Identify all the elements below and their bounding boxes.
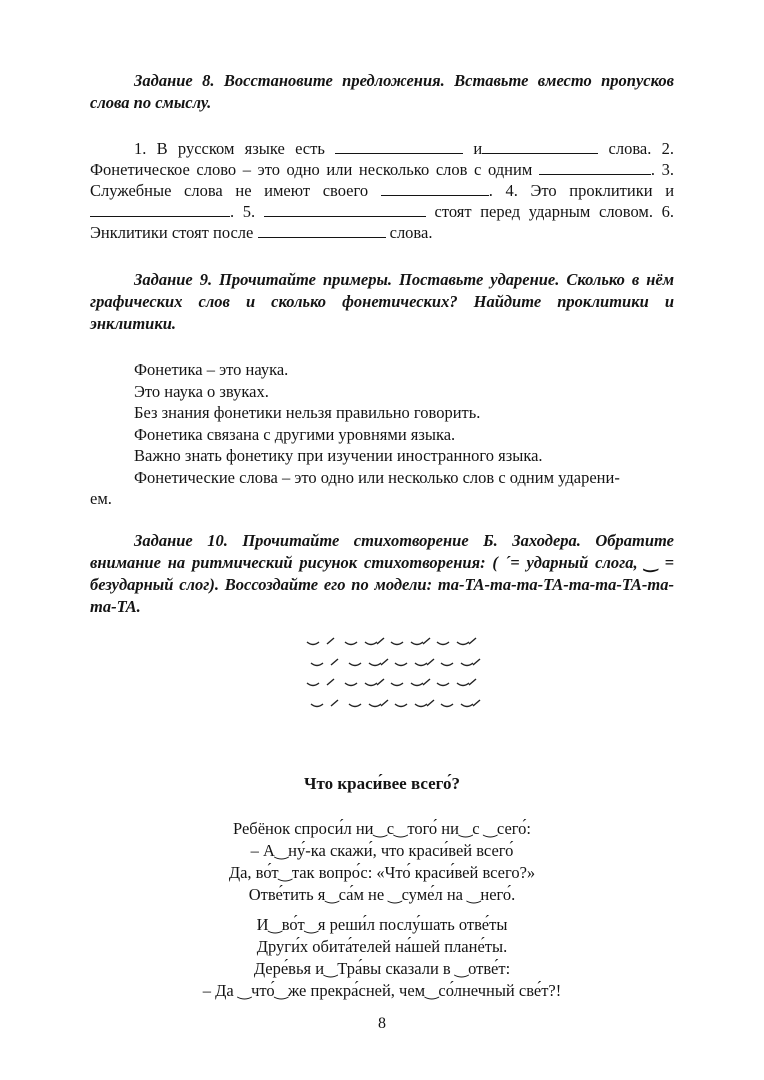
task8-text: 4. Это проклитики и	[505, 181, 675, 200]
unstressed-stressed-syllable-icon	[409, 676, 435, 690]
poem-line: – Да ‿что́‿же прекра́сней, чем‿со́лнечный све́т?!	[202, 981, 562, 1000]
blank-3[interactable]	[539, 160, 651, 175]
poem-line: Дере́вья и‿Тра́вы сказали в ‿отве́т:	[253, 959, 511, 978]
blank-1[interactable]	[335, 139, 463, 154]
task8-text: слова.	[389, 223, 433, 242]
rhythm-row	[305, 694, 535, 715]
unstressed-stressed-syllable-icon	[363, 676, 389, 690]
task8-text: . 3. Служебные слова не имеют своего	[90, 160, 675, 200]
unstressed-syllable-icon	[389, 635, 409, 649]
poem-line: Да, во́т‿так вопро́с: «Что́ краси́вей всего?»	[228, 863, 536, 882]
unstressed-stressed-syllable-icon	[367, 656, 393, 670]
stressed-syllable-icon	[329, 697, 347, 711]
unstressed-syllable-icon	[435, 635, 455, 649]
rhythm-row	[305, 632, 535, 653]
poem-title: Что краси́вее всего́?	[304, 774, 460, 793]
poem-line: Отве́тить я‿са́м не ‿суме́л на ‿него́.	[248, 885, 516, 904]
poem-line: Други́х обита́телей на́шей плане́ты.	[256, 937, 508, 956]
unstressed-syllable-icon	[309, 656, 329, 670]
task8-text: . 5.	[230, 202, 256, 221]
unstressed-stressed-syllable-icon	[455, 676, 481, 690]
unstressed-syllable-icon	[393, 656, 413, 670]
unstressed-stressed-syllable-icon	[367, 697, 393, 711]
example-line: Фонетические слова – это одно или несколько слов с одним ударени-	[134, 467, 620, 487]
task8-text: слова.	[608, 139, 652, 158]
blank-2[interactable]	[482, 139, 598, 154]
example-line: Важно знать фонетику при изучении иностранного языка.	[134, 446, 543, 465]
unstressed-stressed-syllable-icon	[413, 697, 439, 711]
unstressed-syllable-icon	[305, 676, 325, 690]
unstressed-stressed-syllable-icon	[459, 697, 485, 711]
unstressed-syllable-icon	[343, 676, 363, 690]
unstressed-stressed-syllable-icon	[413, 656, 439, 670]
page-content	[90, 70, 674, 618]
page-number: 8	[378, 1015, 386, 1032]
task8-body	[90, 138, 674, 243]
poem-line: И‿во́т‿я реши́л послу́шать отве́ты	[256, 915, 508, 934]
rhythm-row	[305, 673, 535, 694]
task8-text: 1. В русском языке есть	[134, 139, 325, 158]
task8-text: и	[473, 139, 483, 158]
blank-6[interactable]	[264, 202, 426, 217]
example-line: Это наука о звуках.	[134, 381, 269, 401]
unstressed-stressed-syllable-icon	[409, 635, 435, 649]
unstressed-syllable-icon	[309, 697, 329, 711]
poem-stanza-2	[0, 914, 764, 1002]
example-line: Фонетика – это наука.	[134, 360, 289, 379]
task9-title: Задание 9. Прочитайте примеры. Поставьте ударение. Сколько в нём графических слов и сколько фонетических? Найдите проклитики и энклитики.	[90, 270, 674, 333]
example-line-continuation: ем.	[90, 489, 112, 508]
blank-5[interactable]	[90, 202, 230, 217]
blank-4[interactable]	[381, 181, 489, 196]
unstressed-syllable-icon	[389, 676, 409, 690]
example-line: Фонетика связана с другими уровнями языка.	[134, 424, 456, 444]
unstressed-stressed-syllable-icon	[459, 656, 485, 670]
rhythm-pattern	[305, 632, 535, 714]
unstressed-syllable-icon	[347, 697, 367, 711]
poem-stanza-1	[0, 818, 764, 906]
unstressed-syllable-icon	[393, 697, 413, 711]
poem-line: – А‿ну́-ка скажи́, что краси́вей всего́	[250, 841, 514, 860]
unstressed-syllable-icon	[343, 635, 363, 649]
poem-line: Ребёнок спроси́л ни‿с‿того́ ни‿с ‿сего́:	[233, 819, 531, 838]
task9-examples	[90, 359, 674, 510]
task8-text: .	[488, 181, 493, 200]
unstressed-syllable-icon	[435, 676, 455, 690]
task8-title: Задание 8. Восстановите предложения. Вставьте вместо пропусков слова по смыслу.	[90, 71, 674, 112]
blank-7[interactable]	[258, 223, 386, 238]
task8-text: стоят перед ударным словом. 6. Энклитики стоят после	[90, 202, 675, 242]
stressed-syllable-icon	[325, 635, 343, 649]
task8-text: 2. Фонетическое слово – это одно или несколько слов с одним	[90, 139, 675, 179]
unstressed-syllable-icon	[347, 656, 367, 670]
rhythm-row	[305, 653, 535, 674]
example-line: Без знания фонетики нельзя правильно говорить.	[134, 403, 481, 422]
unstressed-syllable-icon	[305, 635, 325, 649]
unstressed-stressed-syllable-icon	[455, 635, 481, 649]
unstressed-syllable-icon	[439, 697, 459, 711]
stressed-syllable-icon	[329, 656, 347, 670]
task10-title: Задание 10. Прочитайте стихотворение Б. Заходера. Обратите внимание на ритмический рисунок стихотворения: ( ´= ударный слога, ‿ = безударный слог). Воссоздайте его по модели: та-ТА-та-та-ТА-та-та-ТА-та-та-ТА.	[90, 530, 674, 616]
unstressed-stressed-syllable-icon	[363, 635, 389, 649]
unstressed-syllable-icon	[439, 656, 459, 670]
stressed-syllable-icon	[325, 676, 343, 690]
